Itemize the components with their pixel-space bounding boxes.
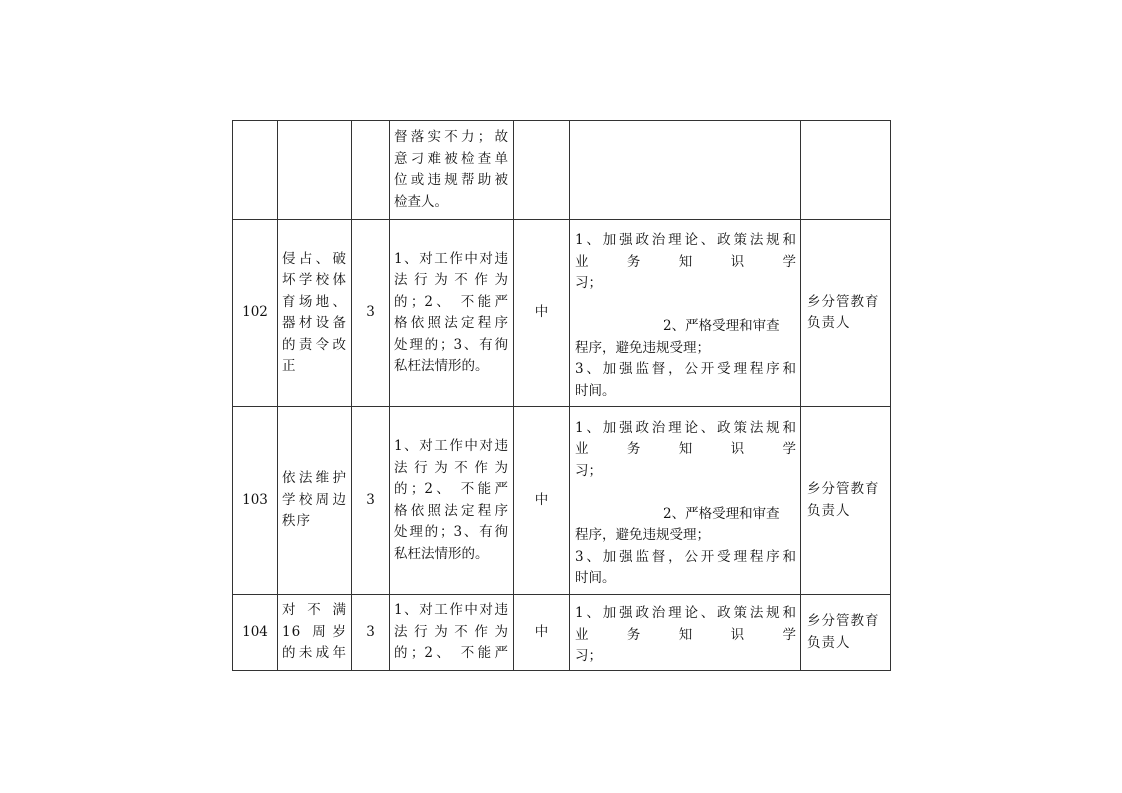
item-name-cell — [278, 407, 352, 595]
risk-description-line: 处理的；3、有徇 — [394, 336, 508, 353]
weight-cell — [352, 121, 390, 220]
risk-description-cell — [390, 595, 514, 671]
table-row — [233, 121, 891, 220]
risk-description-line: 私枉法情形的。 — [394, 358, 489, 374]
weight-value: 3 — [366, 491, 375, 508]
risk-description-line: 1、对工作中对违 — [394, 250, 508, 267]
item-name-line: 的责令改 — [282, 336, 347, 353]
row-number-cell — [233, 121, 278, 220]
item-name-line: 器材设备 — [282, 315, 347, 331]
item-name-line: 秩序 — [282, 513, 311, 530]
table-row — [233, 220, 891, 407]
item-name-line: 正 — [282, 358, 297, 374]
table-row — [233, 595, 891, 671]
item-name-line: 学校周边 — [282, 491, 347, 508]
risk-description-cell — [390, 220, 514, 407]
prevention-measure-line: 1、加强政治理论、政策法规和 — [575, 419, 796, 436]
item-name-line: 16 周岁 — [282, 623, 347, 640]
risk-description-cell — [390, 121, 514, 220]
risk-description-line: 检查人。 — [394, 193, 448, 210]
prevention-measure-line: 1、加强政治理论、政策法规和 — [575, 232, 796, 248]
risk-description-line: 处理的；3、有徇 — [394, 524, 508, 540]
risk-description-line: 格依照法定程序 — [394, 502, 508, 519]
item-name-cell — [278, 595, 352, 671]
responsible-person-line: 负责人 — [807, 502, 851, 519]
row-number: 103 — [242, 491, 268, 508]
risk-level: 中 — [534, 491, 549, 508]
prevention-measure-line: 2、严格受理和审查 — [663, 318, 780, 334]
weight-value: 3 — [366, 304, 375, 321]
weight-value: 3 — [366, 623, 375, 640]
item-name-line: 依法维护 — [282, 470, 347, 487]
prevention-measure-line: 2、严格受理和审查 — [663, 505, 780, 522]
row-number: 102 — [242, 304, 268, 321]
weight-cell — [352, 220, 390, 407]
row-number-cell — [233, 595, 278, 671]
row-number: 104 — [242, 623, 268, 640]
item-name-line: 侵占、破 — [282, 250, 347, 267]
risk-level: 中 — [534, 304, 549, 321]
prevention-measures-cell — [570, 407, 801, 595]
risk-description-line: 法行为不作为 — [394, 623, 508, 640]
risk-level: 中 — [534, 623, 549, 640]
weight-cell — [352, 407, 390, 595]
risk-description-line: 的；2、 不能严 — [394, 645, 508, 662]
risk-description-line: 1、对工作中对违 — [394, 438, 508, 454]
risk-description-line: 格依照法定程序 — [394, 315, 508, 331]
risk-description-line: 私枉法情形的。 — [394, 545, 489, 562]
risk-level-cell — [514, 407, 570, 595]
prevention-measure-line: 业 务 知 识 学 — [575, 626, 796, 643]
item-name-cell — [278, 220, 352, 407]
risk-description-line: 法行为不作为 — [394, 272, 508, 288]
prevention-measure-line: 习； — [575, 275, 602, 291]
prevention-measure-line: 业 务 知 识 学 — [575, 441, 796, 457]
prevention-measures-cell — [570, 220, 801, 407]
risk-description-line: 1、对工作中对违 — [394, 602, 508, 619]
risk-level-cell — [514, 595, 570, 671]
responsible-person-cell — [801, 121, 891, 220]
responsible-person-line: 乡分管教育 — [807, 613, 880, 629]
prevention-measure-line: 业 务 知 识 学 — [575, 253, 796, 270]
risk-description-line: 位或违规帮助被 — [394, 172, 508, 188]
item-name-line: 对 不 满 — [282, 602, 347, 619]
responsible-person-cell — [801, 220, 891, 407]
responsible-person-line: 负责人 — [807, 634, 851, 651]
prevention-measure-line: 习； — [575, 462, 602, 479]
item-name-line: 的未成年 — [282, 645, 347, 662]
row-number-cell — [233, 407, 278, 595]
risk-level-cell — [514, 220, 570, 407]
prevention-measure-line: 1、加强政治理论、政策法规和 — [575, 605, 796, 622]
responsible-person-line: 乡分管教育 — [807, 481, 880, 497]
table-row — [233, 407, 891, 595]
prevention-measure-line: 3、加强监督，公开受理程序和 — [575, 361, 796, 377]
item-name-line: 育场地、 — [282, 293, 347, 310]
responsible-person-line: 乡分管教育 — [807, 293, 880, 310]
risk-description-line: 督落实不力；故 — [394, 129, 508, 145]
row-number-cell — [233, 220, 278, 407]
prevention-measures-cell — [570, 121, 801, 220]
prevention-measure-line: 时间。 — [575, 382, 616, 399]
prevention-measure-line: 程序，避免违规受理； — [575, 527, 710, 543]
risk-description-line: 法行为不作为 — [394, 459, 508, 476]
risk-table — [232, 120, 891, 671]
prevention-measure-line: 3、加强监督，公开受理程序和 — [575, 548, 796, 565]
responsible-person-line: 负责人 — [807, 315, 851, 331]
risk-description-cell — [390, 407, 514, 595]
risk-description-line: 的；2、 不能严 — [394, 481, 508, 497]
risk-description-line: 的；2、 不能严 — [394, 293, 508, 310]
weight-cell — [352, 595, 390, 671]
responsible-person-cell — [801, 407, 891, 595]
risk-level-cell — [514, 121, 570, 220]
responsible-person-cell — [801, 595, 891, 671]
item-name-cell — [278, 121, 352, 220]
prevention-measure-line: 时间。 — [575, 570, 616, 586]
risk-description-line: 意刁难被检查单 — [394, 150, 508, 167]
prevention-measure-line: 习； — [575, 648, 602, 665]
prevention-measures-cell — [570, 595, 801, 671]
prevention-measure-line: 程序，避免违规受理； — [575, 339, 710, 356]
item-name-line: 坏学校体 — [282, 272, 347, 288]
table-body — [233, 121, 891, 671]
